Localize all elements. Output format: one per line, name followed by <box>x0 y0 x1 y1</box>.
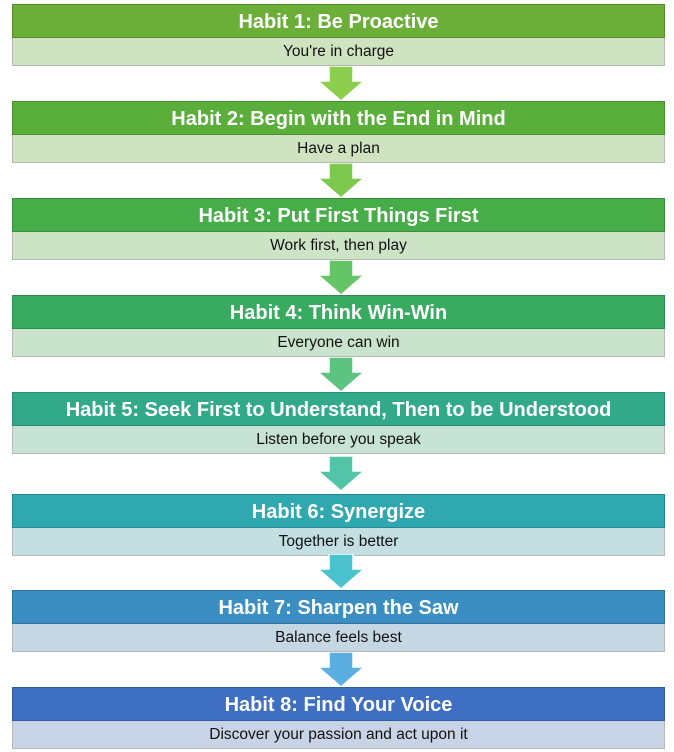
down-arrow-icon <box>318 357 364 392</box>
down-arrow-icon <box>318 163 364 198</box>
habit-step-7 <box>12 590 665 652</box>
habit-title: Habit 1: Be Proactive <box>12 4 665 38</box>
habit-step-2 <box>12 101 665 163</box>
down-arrow-icon <box>318 66 364 101</box>
habit-step-5 <box>12 392 665 454</box>
habit-step-3 <box>12 198 665 260</box>
habit-title: Habit 7: Sharpen the Saw <box>12 590 665 624</box>
habit-title: Habit 2: Begin with the End in Mind <box>12 101 665 135</box>
down-arrow-icon <box>318 652 364 687</box>
habit-step-6 <box>12 494 665 556</box>
habit-subtitle: Listen before you speak <box>12 426 665 454</box>
down-arrow-icon <box>318 456 364 491</box>
habit-title: Habit 3: Put First Things First <box>12 198 665 232</box>
habit-title: Habit 4: Think Win-Win <box>12 295 665 329</box>
habit-step-1 <box>12 4 665 66</box>
habit-title: Habit 8: Find Your Voice <box>12 687 665 721</box>
down-arrow-icon <box>318 554 364 589</box>
down-arrow-icon <box>318 260 364 295</box>
habit-subtitle: Together is better <box>12 528 665 556</box>
habit-title: Habit 5: Seek First to Understand, Then to be Understood <box>12 392 665 426</box>
habit-subtitle: Everyone can win <box>12 329 665 357</box>
habit-title: Habit 6: Synergize <box>12 494 665 528</box>
habit-step-8 <box>12 687 665 749</box>
habit-subtitle: You're in charge <box>12 38 665 66</box>
habit-step-4 <box>12 295 665 357</box>
habit-subtitle: Have a plan <box>12 135 665 163</box>
habit-subtitle: Discover your passion and act upon it <box>12 721 665 749</box>
habit-subtitle: Work first, then play <box>12 232 665 260</box>
habit-subtitle: Balance feels best <box>12 624 665 652</box>
